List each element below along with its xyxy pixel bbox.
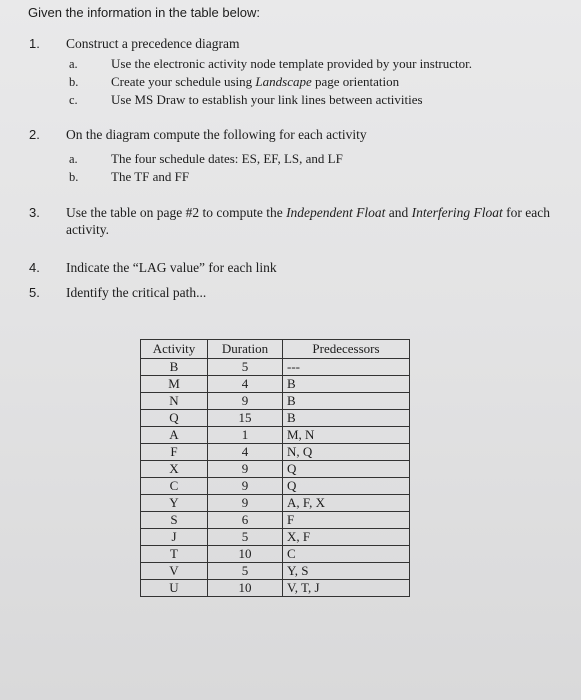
duration-cell: 4 — [208, 444, 283, 461]
item-1a-letter: a. — [69, 57, 78, 71]
table-row — [141, 546, 410, 563]
duration-cell: 6 — [208, 512, 283, 529]
table-row — [141, 427, 410, 444]
activity-cell: M — [141, 376, 208, 393]
header-activity: Activity — [141, 340, 208, 359]
predecessors-cell: C — [283, 546, 410, 563]
activity-table — [140, 339, 410, 597]
duration-cell: 1 — [208, 427, 283, 444]
table-header-row — [141, 340, 410, 359]
table-row — [141, 495, 410, 512]
duration-cell: 10 — [208, 580, 283, 597]
item-1b-text: Create your schedule using Landscape page orientation — [111, 74, 400, 89]
item-1b-letter: b. — [69, 75, 79, 89]
predecessors-cell: --- — [283, 359, 410, 376]
item-4-number: 4. — [29, 260, 40, 275]
activity-cell: F — [141, 444, 208, 461]
duration-cell: 10 — [208, 546, 283, 563]
duration-cell: 15 — [208, 410, 283, 427]
predecessors-cell: Q — [283, 461, 410, 478]
table-row — [141, 512, 410, 529]
activity-cell: S — [141, 512, 208, 529]
activity-cell: Y — [141, 495, 208, 512]
item-2-text: On the diagram compute the following for each activity — [66, 127, 367, 142]
activity-cell: T — [141, 546, 208, 563]
header-duration: Duration — [208, 340, 283, 359]
predecessors-cell: M, N — [283, 427, 410, 444]
duration-cell: 5 — [208, 563, 283, 580]
item-1c-text: Use MS Draw to establish your link lines between activities — [111, 92, 423, 107]
intro-text: Given the information in the table below: — [28, 5, 260, 20]
duration-cell: 9 — [208, 495, 283, 512]
activity-cell: B — [141, 359, 208, 376]
duration-cell: 9 — [208, 478, 283, 495]
predecessors-cell: X, F — [283, 529, 410, 546]
activity-cell: U — [141, 580, 208, 597]
item-4-text: Indicate the “LAG value” for each link — [66, 260, 277, 275]
activity-cell: N — [141, 393, 208, 410]
item-2a-letter: a. — [69, 152, 78, 166]
duration-cell: 5 — [208, 359, 283, 376]
item-1c-letter: c. — [69, 93, 78, 107]
item-2b-text: The TF and FF — [111, 169, 190, 184]
activity-cell: C — [141, 478, 208, 495]
predecessors-cell: B — [283, 393, 410, 410]
table-row — [141, 478, 410, 495]
table-row — [141, 376, 410, 393]
predecessors-cell: Y, S — [283, 563, 410, 580]
activity-cell: A — [141, 427, 208, 444]
activity-cell: J — [141, 529, 208, 546]
table-row — [141, 410, 410, 427]
predecessors-cell: B — [283, 410, 410, 427]
table-row — [141, 563, 410, 580]
predecessors-cell: A, F, X — [283, 495, 410, 512]
predecessors-cell: N, Q — [283, 444, 410, 461]
item-3-text: Use the table on page #2 to compute the Independent Float and Interfering Float for each activity. — [66, 205, 551, 237]
activity-cell: V — [141, 563, 208, 580]
activity-cell: X — [141, 461, 208, 478]
duration-cell: 5 — [208, 529, 283, 546]
item-3-number: 3. — [29, 205, 40, 220]
item-2b-letter: b. — [69, 170, 79, 184]
item-1a-text: Use the electronic activity node template provided by your instructor. — [111, 56, 473, 71]
duration-cell: 9 — [208, 461, 283, 478]
item-1-text: Construct a precedence diagram — [66, 36, 240, 51]
item-5-text: Identify the critical path... — [66, 285, 207, 300]
predecessors-cell: V, T, J — [283, 580, 410, 597]
predecessors-cell: F — [283, 512, 410, 529]
activity-cell: Q — [141, 410, 208, 427]
table-row — [141, 580, 410, 597]
item-5-number: 5. — [29, 285, 40, 300]
predecessors-cell: B — [283, 376, 410, 393]
table-row — [141, 461, 410, 478]
duration-cell: 9 — [208, 393, 283, 410]
item-2-number: 2. — [29, 127, 40, 142]
item-2a-text: The four schedule dates: ES, EF, LS, and LF — [111, 151, 343, 166]
table-row — [141, 393, 410, 410]
header-predecessors: Predecessors — [283, 340, 410, 359]
table-row — [141, 444, 410, 461]
table-row — [141, 529, 410, 546]
item-1-number: 1. — [29, 36, 40, 51]
table-row — [141, 359, 410, 376]
duration-cell: 4 — [208, 376, 283, 393]
predecessors-cell: Q — [283, 478, 410, 495]
